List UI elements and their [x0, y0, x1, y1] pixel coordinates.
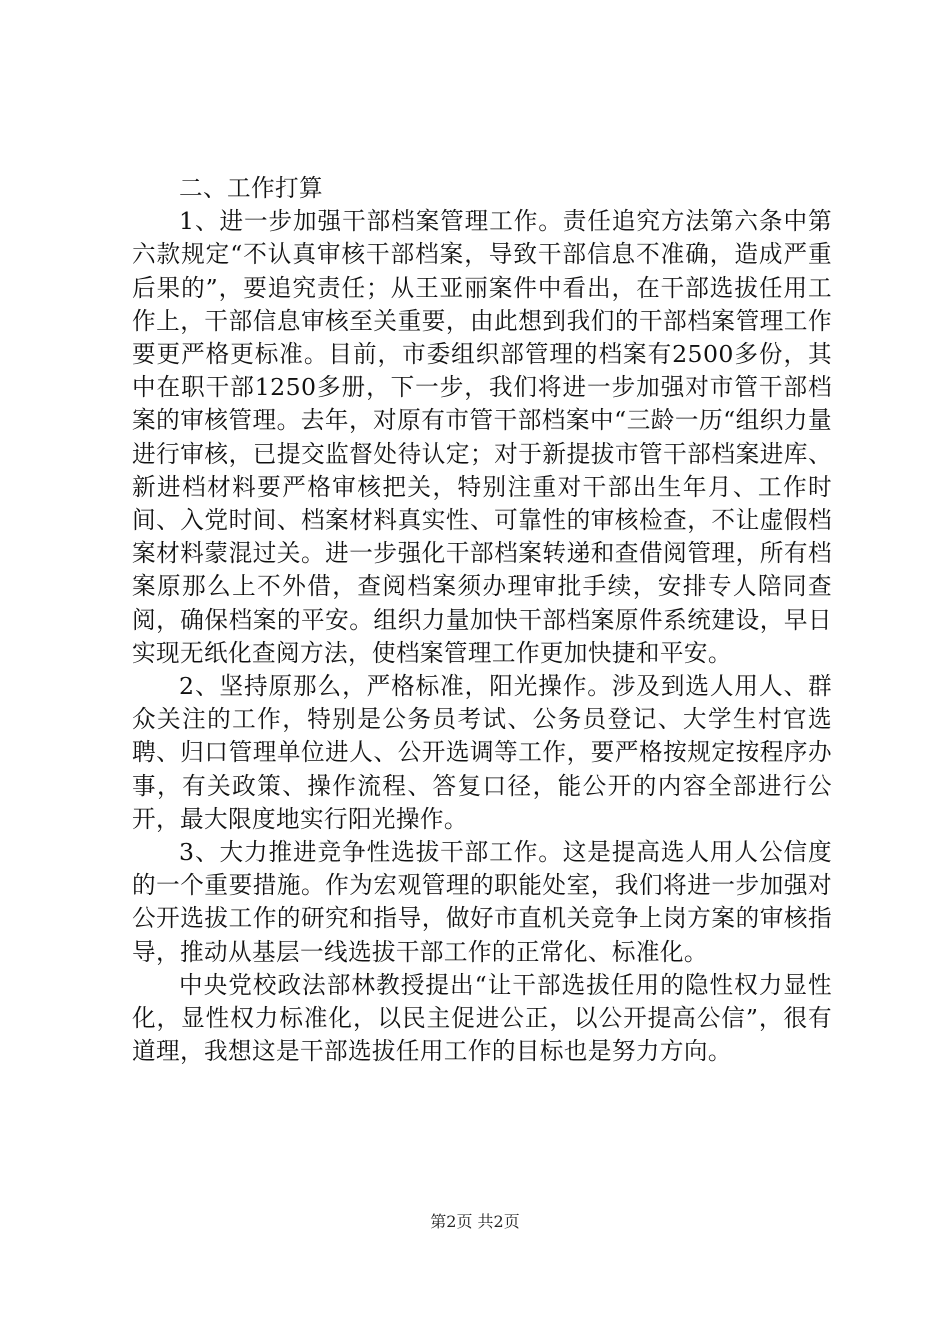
paragraph-conclusion: 中央党校政法部林教授提出“让干部选拔任用的隐性权力显性化，显性权力标准化，以民主促进公正，以公开提高公信”，很有道理，我想这是干部选拔任用工作的目标也是努力方向。 [132, 970, 832, 1066]
page-number-footer: 第2页 共2页 [430, 1212, 520, 1231]
document-body [132, 172, 832, 1068]
section-heading: 二、工作打算 [179, 174, 323, 202]
paragraph-archive-management: 1、进一步加强干部档案管理工作。责任追究方法第六条中第六款规定“不认真审核干部档案，导致干部信息不准确，造成严重后果的”，要追究责任；从王亚丽案件中看出，在干部选拔任用工作上，干部信息审核至关重要，由此想到我们的干部档案管理工作要更严格更标准。目前，市委组织部管理的档案有2500多份，其中在职干部1250多册，下一步，我们将进一步加强对市管干部档案的审核管理。去年，对原有市管干部档案中“三龄一历“组织力量进行审核，已提交监督处待认定；对于新提拔市管干部档案进库、新进档材料要严格审核把关，特别注重对干部出生年月、工作时间、入党时间、档案材料真实性、可靠性的审核检查，不让虚假档案材料蒙混过关。进一步强化干部档案转递和查借阅管理，所有档案原那么上不外借，查阅档案须办理审批手续，安排专人陪同查阅，确保档案的平安。组织力量加快干部档案原件系统建设，早日实现无纸化查阅方法，使档案管理工作更加快捷和平安。 [132, 207, 832, 667]
paragraph-competitive-selection: 3、大力推进竞争性选拔干部工作。这是提高选人用人公信度的一个重要措施。作为宏观管理的职能处室，我们将进一步加强对公开选拔工作的研究和指导，做好市直机关竞争上岗方案的审核指导，推动从基层一线选拔干部工作的正常化、标准化。 [132, 838, 832, 966]
paragraph-principles: 2、坚持原那么，严格标准，阳光操作。涉及到选人用人、群众关注的工作，特别是公务员考试、公务员登记、大学生村官选聘、归口管理单位进人、公开选调等工作，要严格按规定按程序办事，有关政策、操作流程、答复口径，能公开的内容全部进行公开，最大限度地实行阳光操作。 [132, 672, 832, 833]
